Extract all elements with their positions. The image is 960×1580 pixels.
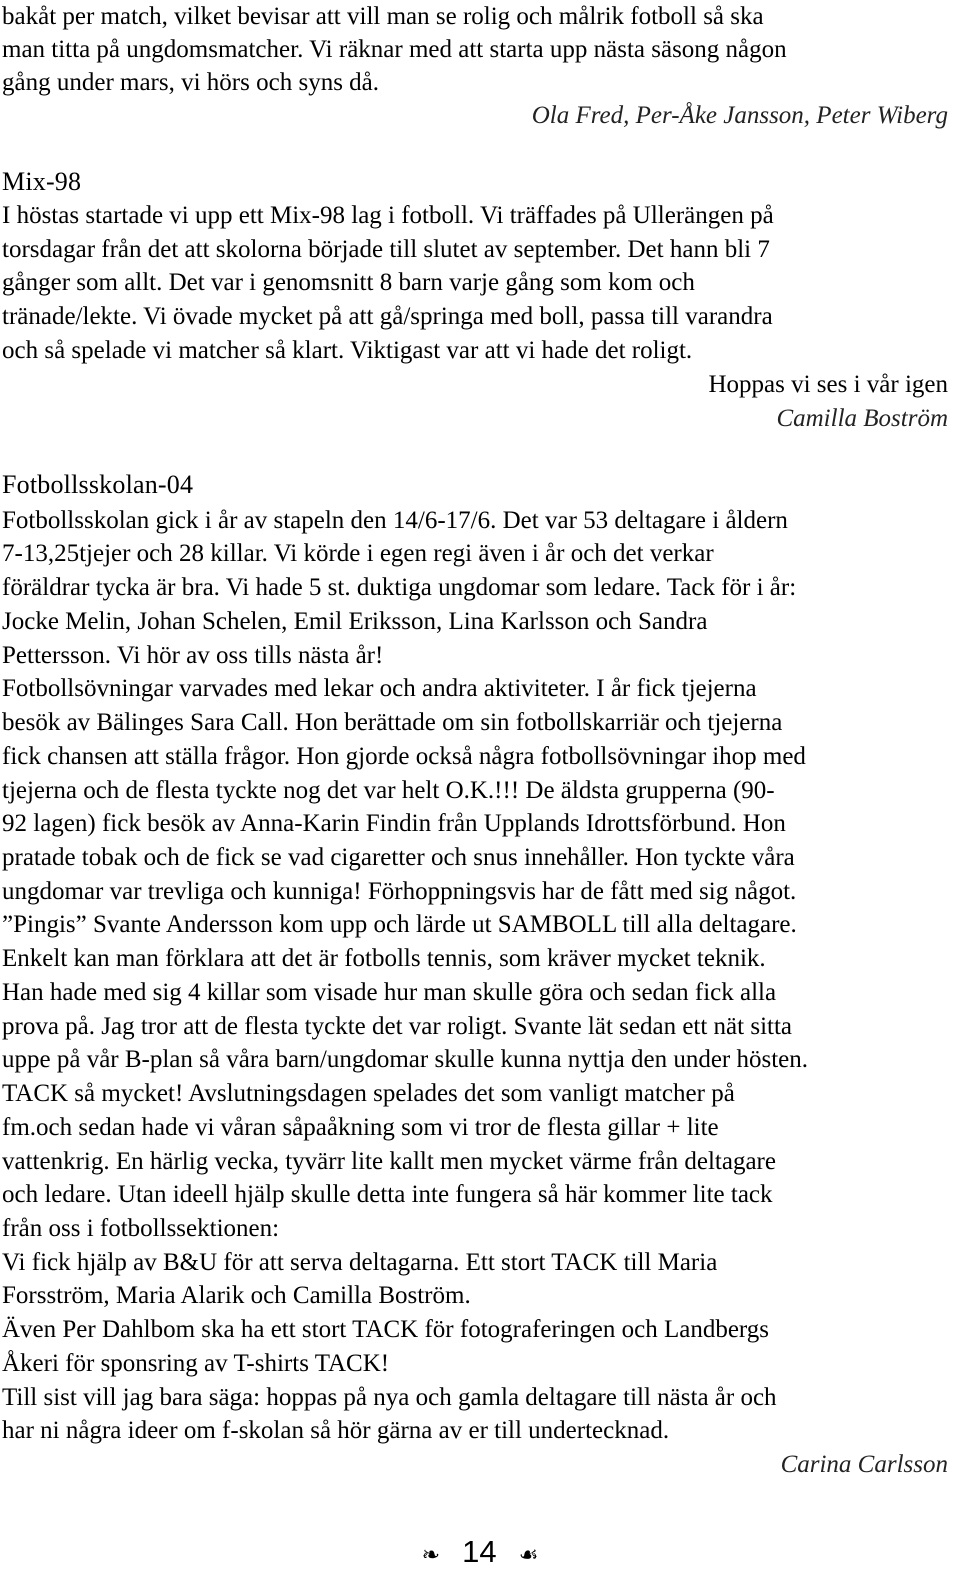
body-text-line: bakåt per match, vilket bevisar att vill man se rolig och målrik fotboll så ska <box>2 3 764 30</box>
body-text-line: Till sist vill jag bara säga: hoppas på nya och gamla deltagare till nästa år och <box>2 1384 777 1411</box>
page-footer <box>0 1535 960 1573</box>
author-signature: Carina Carlsson <box>780 1451 948 1478</box>
body-text-line: ungdomar var trevliga och kunniga! Förhoppningsvis har de fått med sig något. <box>2 878 797 905</box>
body-text-line: 92 lagen) fick besök av Anna-Karin Findin från Upplands Idrottsförbund. Hon <box>2 810 786 837</box>
page-number: 14 <box>462 1534 497 1569</box>
section-heading-mix98: Mix-98 <box>2 167 82 196</box>
body-text-line: Vi fick hjälp av B&U för att serva deltagarna. Ett stort TACK till Maria <box>2 1249 718 1276</box>
ornament-right-icon: ☙ <box>518 1543 539 1568</box>
author-signature: Camilla Boström <box>776 405 948 432</box>
body-text-line: gånger som allt. Det var i genomsnitt 8 barn varje gång som kom och <box>2 269 695 296</box>
body-text-line: från oss i fotbollssektionen: <box>2 1215 280 1242</box>
body-text-line: Enkelt kan man förklara att det är fotbolls tennis, som kräver mycket teknik. <box>2 945 766 972</box>
body-text-line: man titta på ungdomsmatcher. Vi räknar med att starta upp nästa säsong någon <box>2 36 787 63</box>
body-text-line: Han hade med sig 4 killar som visade hur man skulle göra och sedan fick alla <box>2 979 777 1006</box>
body-text-line: fick chansen att ställa frågor. Hon gjorde också några fotbollsövningar ihop med <box>2 743 806 770</box>
body-text-line: föräldrar tycka är bra. Vi hade 5 st. duktiga ungdomar som ledare. Tack för i år: <box>2 574 797 601</box>
body-text-line: prova på. Jag tror att de flesta tyckte det var roligt. Svante lät sedan ett nät sitta <box>2 1013 793 1040</box>
body-text-line: och så spelade vi matcher så klart. Viktigast var att vi hade det roligt. <box>2 337 693 364</box>
section-heading-fotbollsskolan: Fotbollsskolan-04 <box>2 470 194 499</box>
body-text-line: gång under mars, vi hörs och syns då. <box>2 69 380 96</box>
body-text-line: TACK så mycket! Avslutningsdagen spelades det som vanligt matcher på <box>2 1080 735 1107</box>
body-text-line: I höstas startade vi upp ett Mix-98 lag i fotboll. Vi träffades på Ullerängen på <box>2 202 774 229</box>
body-text-line: besök av Bälinges Sara Call. Hon berättade om sin fotbollskarriär och tjejerna <box>2 709 783 736</box>
body-text-line: har ni några ideer om f-skolan så hör gärna av er till undertecknad. <box>2 1417 670 1444</box>
body-text-line: Jocke Melin, Johan Schelen, Emil Eriksson, Lina Karlsson och Sandra <box>2 608 708 635</box>
body-text-line: ”Pingis” Svante Andersson kom upp och lärde ut SAMBOLL till alla deltagare. <box>2 911 797 938</box>
body-text-line: och ledare. Utan ideell hjälp skulle detta inte fungera så här kommer lite tack <box>2 1181 773 1208</box>
body-text-line: tjejerna och de flesta tyckte nog det var helt O.K.!!! De äldsta grupperna (90- <box>2 777 775 804</box>
body-text-line: Fotbollsövningar varvades med lekar och andra aktiviteter. I år fick tjejerna <box>2 675 757 702</box>
body-text-line: Även Per Dahlbom ska ha ett stort TACK för fotograferingen och Landbergs <box>2 1316 770 1343</box>
body-text-line: uppe på vår B-plan så våra barn/ungdomar skulle kunna nyttja den under hösten. <box>2 1046 809 1073</box>
closing-line: Hoppas vi ses i vår igen <box>708 371 948 398</box>
body-text-line: 7-13,25tjejer och 28 killar. Vi körde i egen regi även i år och det verkar <box>2 540 714 567</box>
body-text-line: Forsström, Maria Alarik och Camilla Boström. <box>2 1282 471 1309</box>
body-text-line: Fotbollsskolan gick i år av stapeln den 14/6-17/6. Det var 53 deltagare i åldern <box>2 507 788 534</box>
ornament-left-icon: ❧ <box>421 1543 441 1568</box>
body-text-line: Pettersson. Vi hör av oss tills nästa år! <box>2 642 384 669</box>
body-text-line: fm.och sedan hade vi våran såpaåkning som vi tror de flesta gillar + lite <box>2 1114 719 1141</box>
body-text-line: Åkeri för sponsring av T-shirts TACK! <box>2 1350 390 1377</box>
body-text-line: tränade/lekte. Vi övade mycket på att gå/springa med boll, passa till varandra <box>2 303 773 330</box>
body-text-line: vattenkrig. En härlig vecka, tyvärr lite kallt men mycket värme från deltagare <box>2 1148 776 1175</box>
body-text-line: torsdagar från det att skolorna började till slutet av september. Det hann bli 7 <box>2 236 770 263</box>
author-signature: Ola Fred, Per-Åke Jansson, Peter Wiberg <box>531 102 948 129</box>
body-text-line: pratade tobak och de fick se vad cigaretter och snus innehåller. Hon tyckte våra <box>2 844 795 871</box>
